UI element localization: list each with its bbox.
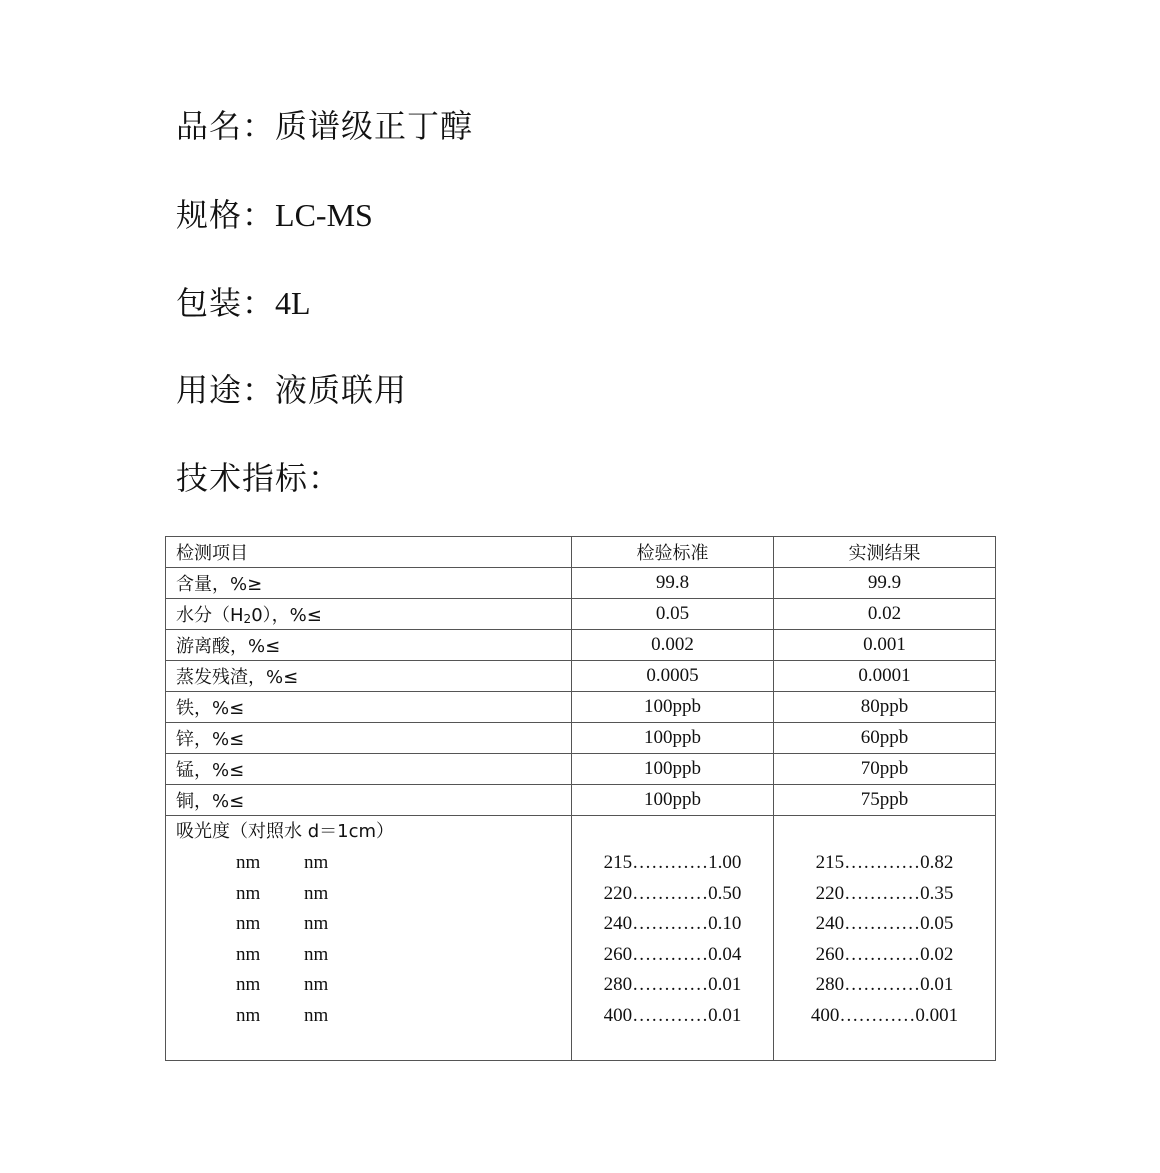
absorbance-result-cell: [774, 816, 996, 1061]
table-row: [166, 692, 996, 723]
nm-label-b: nm: [304, 974, 329, 995]
absorbance-result-list: [784, 818, 985, 1031]
absorbance-row: [166, 816, 996, 1061]
absorbance-standard-cell: [572, 816, 774, 1061]
nm-label-b: nm: [304, 1004, 329, 1026]
nm-label-b: nm: [304, 943, 329, 965]
nm-row: [176, 879, 561, 910]
nm-label-a: nm: [236, 943, 261, 965]
product-use-line: [176, 370, 407, 410]
nm-row: [176, 1001, 561, 1032]
table-row: [166, 661, 996, 692]
row-result: 0.001: [774, 630, 996, 661]
row-standard: 99.8: [572, 568, 774, 599]
row-standard: 100ppb: [572, 692, 774, 723]
row-item: 蒸发残渣，%≤: [166, 661, 572, 692]
row-result: 0.0001: [774, 661, 996, 692]
nm-label-a: nm: [236, 1004, 261, 1026]
product-spec-label: 规格：: [176, 196, 276, 234]
product-spec-value: LC-MS: [275, 197, 373, 233]
row-standard: 100ppb: [572, 754, 774, 785]
product-pack-label: 包装：: [176, 284, 276, 322]
table-row: [166, 599, 996, 630]
table-row: [166, 630, 996, 661]
absorbance-standard-line: 400…………0.01: [603, 1004, 742, 1026]
nm-row: [176, 940, 561, 971]
row-standard: 0.002: [572, 630, 774, 661]
nm-label-a: nm: [236, 882, 261, 904]
product-pack-value: 4L: [275, 285, 311, 321]
row-standard: 100ppb: [572, 723, 774, 754]
header-result: 实测结果: [774, 537, 996, 568]
row-result: 99.9: [774, 568, 996, 599]
absorbance-item-cell: [166, 816, 572, 1061]
table-row: [166, 785, 996, 816]
row-item: 铁，%≤: [166, 692, 572, 723]
product-use-label: 用途：: [176, 371, 276, 409]
product-spec-line: [176, 195, 373, 235]
table-row: [166, 568, 996, 599]
nm-row: [176, 848, 561, 879]
table-row: [166, 754, 996, 785]
absorbance-standard-line: 260…………0.04: [603, 943, 742, 965]
row-item: 游离酸，%≤: [166, 630, 572, 661]
absorbance-result-line: 215…………0.82: [815, 852, 954, 873]
product-name-value: 质谱级正丁醇: [275, 107, 474, 145]
product-name-line: [176, 106, 473, 146]
nm-label-b: nm: [304, 882, 329, 904]
absorbance-result-line: 280…………0.01: [815, 974, 954, 995]
table-header-row: [166, 537, 996, 568]
row-item: [166, 599, 572, 630]
nm-row: [176, 909, 561, 940]
row-standard: 0.0005: [572, 661, 774, 692]
product-name-label: 品名：: [176, 107, 276, 145]
row-result: 0.02: [774, 599, 996, 630]
tech-spec-heading: [176, 458, 341, 498]
nm-label-b: nm: [304, 913, 329, 934]
absorbance-result-line: 220…………0.35: [815, 882, 954, 904]
product-pack-line: [176, 283, 311, 323]
row-item: 铜，%≤: [166, 785, 572, 816]
row-result: 80ppb: [774, 692, 996, 723]
nm-row: [176, 970, 561, 1001]
row-standard: 0.05: [572, 599, 774, 630]
absorbance-standard-list: [582, 818, 763, 1031]
table-row: [166, 723, 996, 754]
absorbance-result-line: 400…………0.001: [810, 1004, 959, 1026]
row-result: 75ppb: [774, 785, 996, 816]
row-item-subscript: 2: [243, 612, 252, 626]
row-item: 锰，%≤: [166, 754, 572, 785]
absorbance-result-line: 240…………0.05: [815, 913, 954, 934]
absorbance-standard-line: 220…………0.50: [603, 882, 742, 904]
product-use-value: 液质联用: [275, 371, 408, 409]
nm-label-a: nm: [236, 913, 261, 934]
absorbance-title: 吸光度（对照水 d＝1cm）: [176, 821, 395, 842]
row-result: 70ppb: [774, 754, 996, 785]
header-standard: 检验标准: [572, 537, 774, 568]
row-item-prefix: 水分（H: [176, 605, 244, 626]
absorbance-standard-line: 240…………0.10: [603, 913, 742, 934]
header-item: 检测项目: [166, 537, 572, 568]
absorbance-standard-line: 215…………1.00: [603, 852, 742, 873]
nm-label-a: nm: [236, 852, 261, 873]
nm-label-b: nm: [304, 852, 329, 873]
row-item: 锌，%≤: [166, 723, 572, 754]
row-result: 60ppb: [774, 723, 996, 754]
row-standard: 100ppb: [572, 785, 774, 816]
absorbance-standard-line: 280…………0.01: [603, 974, 742, 995]
spec-table: [165, 536, 996, 1061]
nm-label-a: nm: [236, 974, 261, 995]
tech-spec-label: 技术指标：: [176, 459, 342, 497]
row-item-suffix: 0），%≤: [251, 605, 322, 626]
absorbance-result-line: 260…………0.02: [815, 943, 954, 965]
row-item: 含量，%≥: [166, 568, 572, 599]
